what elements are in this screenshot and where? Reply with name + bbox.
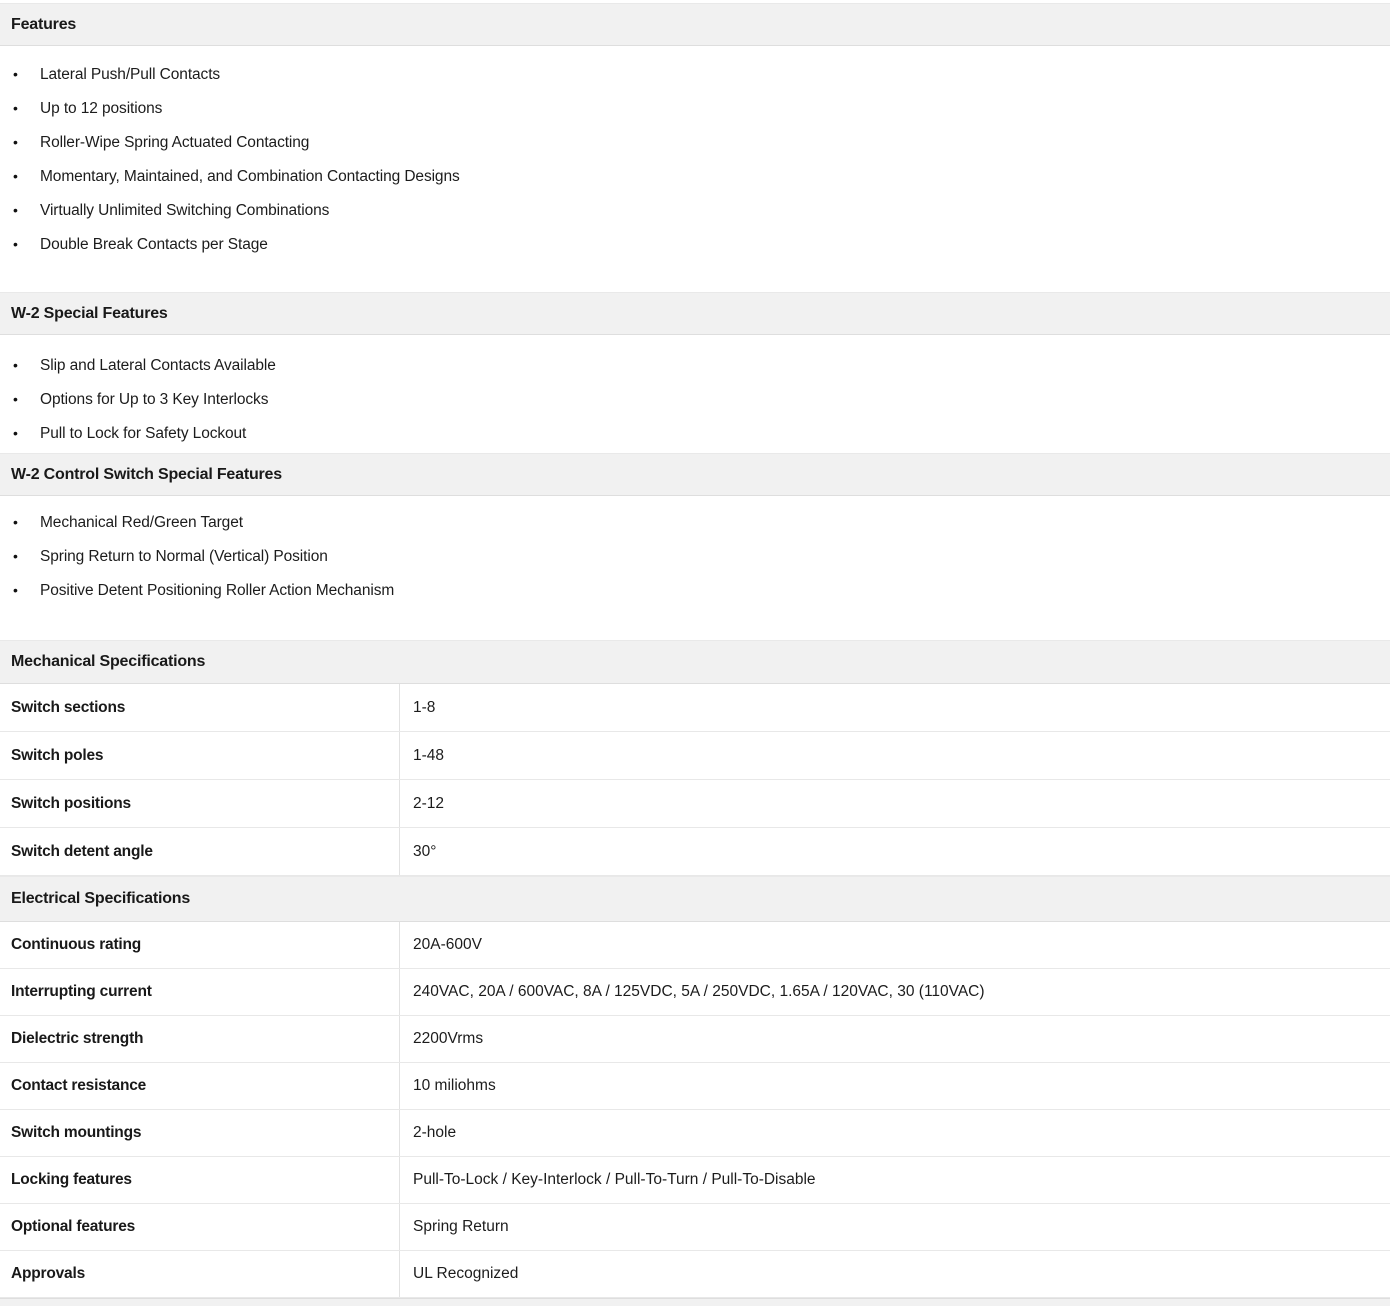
spec-value: 10 miliohms — [413, 1077, 496, 1094]
table-row — [0, 1016, 1390, 1063]
spec-label: Switch detent angle — [0, 828, 400, 875]
feature-text: Up to 12 positions — [40, 100, 163, 117]
mechanical-specs-table — [0, 684, 1390, 876]
spec-label: Locking features — [0, 1157, 400, 1203]
bullet-icon — [13, 168, 40, 186]
feature-text: Slip and Lateral Contacts Available — [40, 357, 276, 374]
spec-value: 1-48 — [413, 746, 445, 764]
list-item — [0, 540, 1390, 574]
feature-text: Roller-Wipe Spring Actuated Contacting — [40, 134, 310, 151]
table-row — [0, 684, 1390, 732]
feature-text: Spring Return to Normal (Vertical) Position — [40, 548, 328, 565]
bullet-icon — [13, 202, 40, 220]
feature-text: Virtually Unlimited Switching Combinations — [40, 202, 330, 219]
spec-value: 20A-600V — [413, 936, 482, 953]
spec-label: Switch sections — [0, 684, 400, 731]
list-item — [0, 228, 1390, 262]
spec-value: Spring Return — [413, 1218, 509, 1235]
spec-value: 1-8 — [413, 698, 436, 716]
feature-text: Momentary, Maintained, and Combination Contacting Designs — [40, 168, 460, 185]
spec-label: Switch positions — [0, 780, 400, 827]
bullet-icon — [13, 548, 40, 566]
spec-label: Optional features — [0, 1204, 400, 1250]
table-row — [0, 1110, 1390, 1157]
table-row — [0, 1251, 1390, 1298]
bullet-icon — [13, 582, 40, 600]
table-row — [0, 1063, 1390, 1110]
bullet-icon — [13, 357, 40, 375]
section-header-electrical-specifications: Electrical Specifications — [0, 876, 1390, 922]
bullet-icon — [13, 236, 40, 254]
spec-value: 240VAC, 20A / 600VAC, 8A / 125VDC, 5A / 250VDC, 1.65A / 120VAC, 30 (110VAC) — [413, 983, 985, 1000]
table-row — [0, 732, 1390, 780]
feature-text: Options for Up to 3 Key Interlocks — [40, 391, 269, 408]
w2-control-switch-features-list — [0, 496, 1390, 634]
section-header-features: Features — [0, 3, 1390, 46]
electrical-specs-table — [0, 922, 1390, 1298]
table-row — [0, 828, 1390, 876]
bullet-icon — [13, 100, 40, 118]
spec-value: Pull-To-Lock / Key-Interlock / Pull-To-Turn / Pull-To-Disable — [413, 1171, 816, 1188]
table-row — [0, 1157, 1390, 1204]
list-item — [0, 506, 1390, 540]
bullet-icon — [13, 66, 40, 84]
spec-label: Approvals — [0, 1251, 400, 1297]
w2-special-features-list — [0, 335, 1390, 453]
list-item — [0, 417, 1390, 451]
features-list — [0, 46, 1390, 292]
list-item — [0, 349, 1390, 383]
bullet-icon — [13, 391, 40, 409]
spec-value: 2-hole — [413, 1124, 457, 1141]
list-item — [0, 383, 1390, 417]
spec-label: Contact resistance — [0, 1063, 400, 1109]
spec-label: Interrupting current — [0, 969, 400, 1015]
list-item — [0, 92, 1390, 126]
section-header-w2-special-features: W-2 Special Features — [0, 292, 1390, 335]
section-header-mechanical-specifications: Mechanical Specifications — [0, 640, 1390, 684]
feature-text: Double Break Contacts per Stage — [40, 236, 268, 253]
spec-label: Switch poles — [0, 732, 400, 779]
feature-text: Positive Detent Positioning Roller Action Mechanism — [40, 582, 395, 599]
next-section-band-cutoff — [0, 1298, 1390, 1306]
spec-value: 30° — [413, 842, 437, 860]
list-item — [0, 58, 1390, 92]
bullet-icon — [13, 134, 40, 152]
section-header-w2-control-switch-special-features: W-2 Control Switch Special Features — [0, 453, 1390, 496]
table-row — [0, 922, 1390, 969]
bullet-icon — [13, 425, 40, 443]
list-item — [0, 126, 1390, 160]
spec-label: Switch mountings — [0, 1110, 400, 1156]
feature-text: Lateral Push/Pull Contacts — [40, 66, 221, 83]
list-item — [0, 574, 1390, 608]
spec-label: Continuous rating — [0, 922, 400, 968]
spec-value: 2200Vrms — [413, 1030, 484, 1047]
bullet-icon — [13, 514, 40, 532]
spec-value: 2-12 — [413, 794, 445, 812]
table-row — [0, 969, 1390, 1016]
spec-label: Dielectric strength — [0, 1016, 400, 1062]
table-row — [0, 780, 1390, 828]
feature-text: Pull to Lock for Safety Lockout — [40, 425, 247, 442]
table-row — [0, 1204, 1390, 1251]
spec-value: UL Recognized — [413, 1265, 519, 1282]
list-item — [0, 160, 1390, 194]
list-item — [0, 194, 1390, 228]
feature-text: Mechanical Red/Green Target — [40, 514, 243, 531]
